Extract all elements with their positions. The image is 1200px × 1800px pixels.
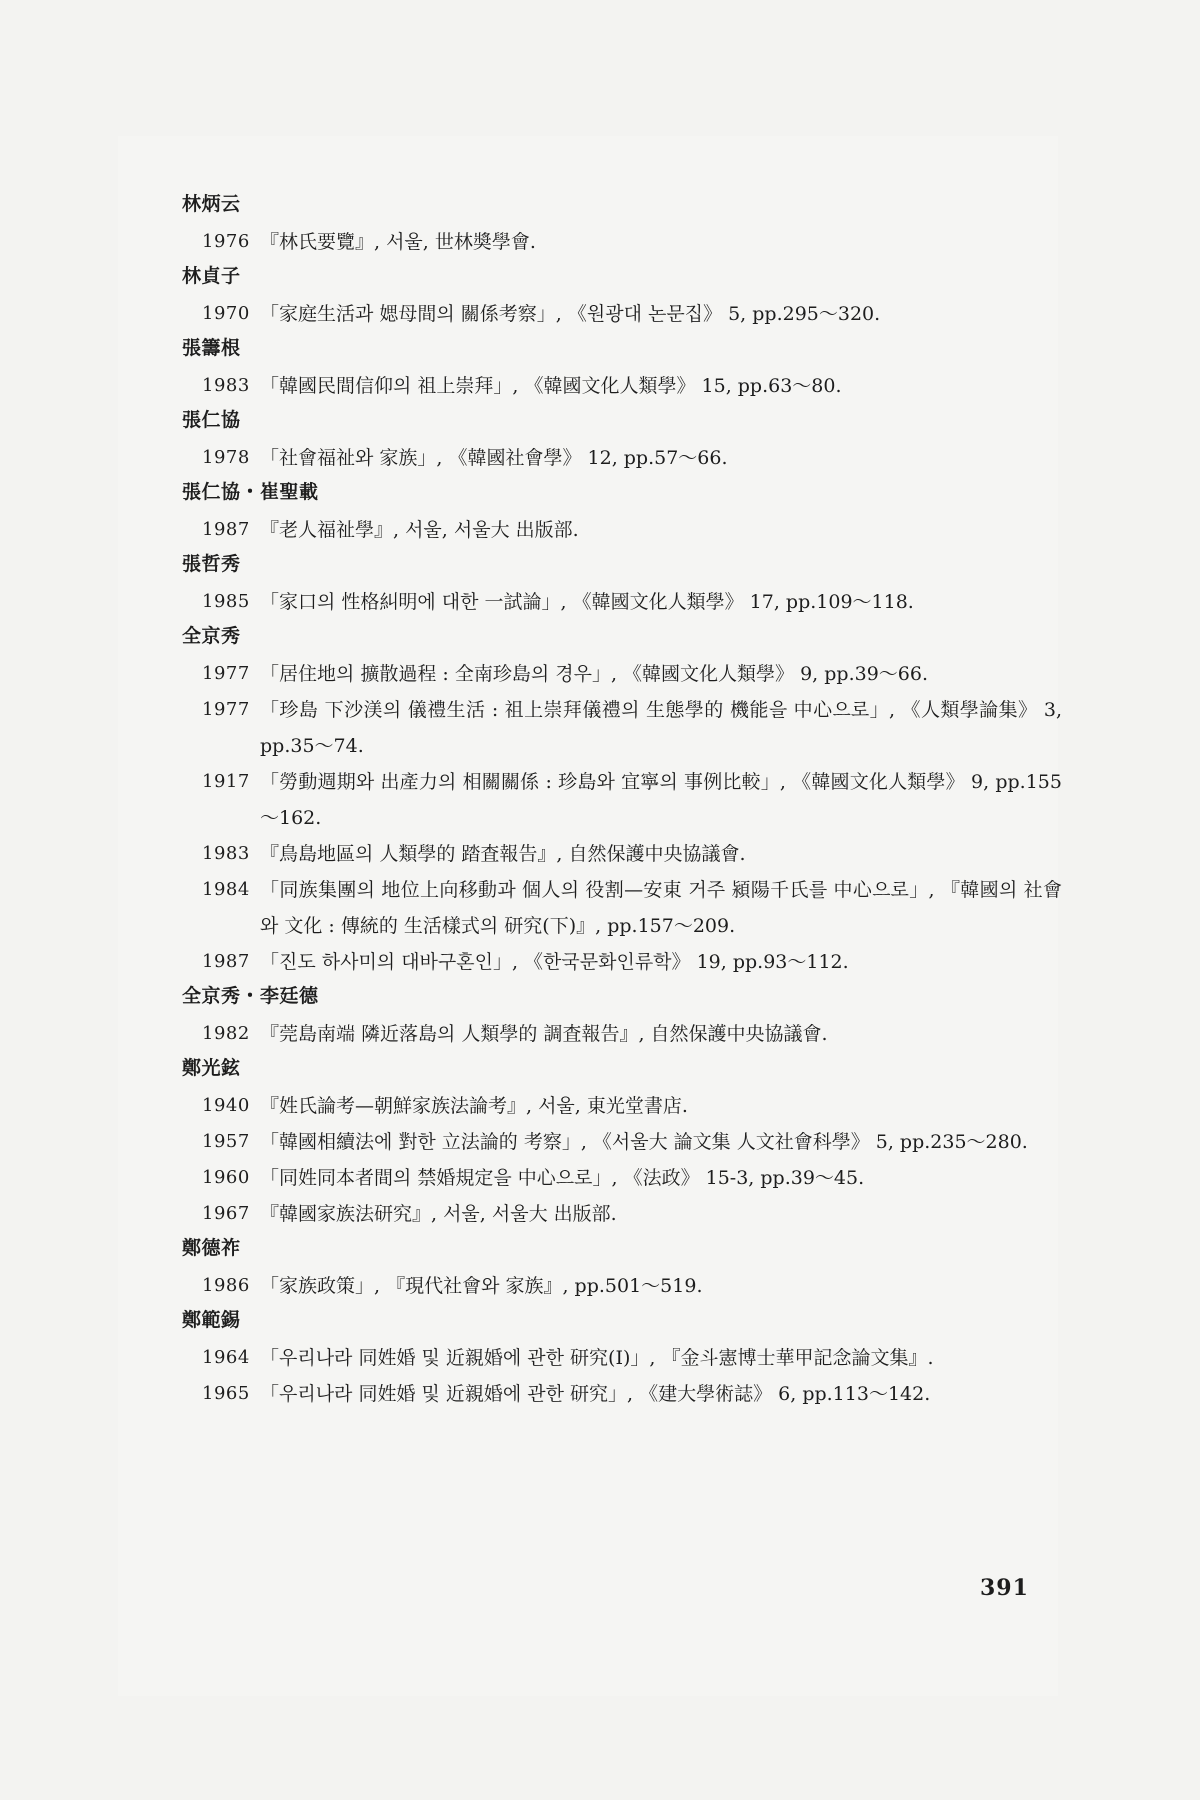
bibliography-entry — [182, 764, 1062, 836]
entry-year: 1917 — [202, 771, 250, 792]
entry-citation: 「珍島 下沙渼의 儀禮生活 : 祖上崇拜儀禮의 生態學的 機能을 中心으로」, 《人類學論集》 3, pp.35～74. — [260, 699, 1062, 757]
author-heading: 林炳云 — [182, 193, 241, 215]
entry-year: 1977 — [202, 663, 250, 684]
bibliography-entry — [182, 1340, 1062, 1376]
entry-citation: 「家族政策」, 『現代社會와 家族』, pp.501～519. — [260, 1275, 703, 1297]
entry-citation: 『老人福祉學』, 서울, 서울大 出版部. — [260, 519, 579, 541]
author-heading: 全京秀・李廷德 — [182, 985, 319, 1007]
entry-year: 1965 — [202, 1383, 250, 1404]
entry-year: 1983 — [202, 375, 250, 396]
bibliography-entry — [182, 656, 1062, 692]
bibliography-entry — [182, 224, 1062, 260]
entry-year: 1983 — [202, 843, 250, 864]
entry-citation: 「韓國相續法에 對한 立法論的 考察」, 《서울大 論文集 人文社會科學》 5, pp.235～280. — [260, 1131, 1028, 1153]
entry-citation: 「勞動週期와 出產力의 相關關係 : 珍島와 宜寧의 事例比較」, 《韓國文化人類學》 9, pp.155～162. — [260, 771, 1062, 829]
entry-citation: 「家口의 性格糾明에 대한 一試論」, 《韓國文化人類學》 17, pp.109～118. — [260, 591, 914, 613]
entry-citation: 「家庭生活과 媤母間의 關係考察」, 《원광대 논문집》 5, pp.295～320. — [260, 303, 881, 325]
entry-citation: 「居住地의 擴散過程 : 全南珍島의 경우」, 《韓國文化人類學》 9, pp.39～66. — [260, 663, 929, 685]
entry-year: 1964 — [202, 1347, 250, 1368]
entry-year: 1957 — [202, 1131, 250, 1152]
author-heading: 鄭範錫 — [182, 1309, 241, 1331]
entry-citation: 『韓國家族法研究』, 서울, 서울大 出版部. — [260, 1203, 617, 1225]
entry-year: 1977 — [202, 699, 250, 720]
author-heading: 張仁協 — [182, 409, 241, 431]
entry-citation: 「진도 하사미의 대바구혼인」, 《한국문화인류학》 19, pp.93～112. — [260, 951, 849, 973]
bibliography-entry — [182, 872, 1062, 944]
entry-year: 1984 — [202, 879, 250, 900]
bibliography-entry — [182, 1196, 1062, 1232]
bibliography-entry — [182, 836, 1062, 872]
bibliography-entry — [182, 368, 1062, 404]
entry-year: 1967 — [202, 1203, 250, 1224]
bibliography-list — [182, 188, 1062, 1412]
entry-year: 1985 — [202, 591, 250, 612]
author-heading: 鄭德祚 — [182, 1237, 241, 1259]
bibliography-entry — [182, 1376, 1062, 1412]
author-heading: 林貞子 — [182, 265, 241, 287]
bibliography-entry — [182, 944, 1062, 980]
entry-year: 1978 — [202, 447, 250, 468]
bibliography-entry — [182, 440, 1062, 476]
bibliography-entry — [182, 1124, 1062, 1160]
bibliography-entry — [182, 1016, 1062, 1052]
bibliography-entry — [182, 1088, 1062, 1124]
bibliography-entry — [182, 584, 1062, 620]
author-heading: 張哲秀 — [182, 553, 241, 575]
entry-year: 1976 — [202, 231, 250, 252]
entry-citation: 『鳥島地區의 人類學的 踏査報告』, 自然保護中央協議會. — [260, 843, 746, 865]
entry-year: 1982 — [202, 1023, 250, 1044]
entry-citation: 「同族集團의 地位上向移動과 個人의 役割—安東 거주 潁陽千氏를 中心으로」, 『韓國의 社會와 文化 : 傳統的 生活樣式의 研究(下)』, pp.157～209. — [260, 879, 1062, 937]
entry-citation: 『姓氏論考—朝鮮家族法論考』, 서울, 東光堂書店. — [260, 1095, 688, 1117]
entry-year: 1960 — [202, 1167, 250, 1188]
entry-citation: 「同姓同本者間의 禁婚規定을 中心으로」, 《法政》 15-3, pp.39～45. — [260, 1167, 865, 1189]
entry-citation: 『莞島南端 隣近落島의 人類學的 調査報告』, 自然保護中央協議會. — [260, 1023, 828, 1045]
author-heading: 全京秀 — [182, 625, 241, 647]
author-heading: 張籌根 — [182, 337, 241, 359]
bibliography-entry — [182, 512, 1062, 548]
entry-year: 1987 — [202, 519, 250, 540]
entry-citation: 「韓國民間信仰의 祖上崇拜」, 《韓國文化人類學》 15, pp.63～80. — [260, 375, 842, 397]
author-heading: 鄭光鉉 — [182, 1057, 241, 1079]
page-number: 391 — [980, 1575, 1029, 1601]
author-heading: 張仁協・崔聖載 — [182, 481, 319, 503]
bibliography-entry — [182, 1160, 1062, 1196]
bibliography-entry — [182, 1268, 1062, 1304]
bibliography-entry — [182, 296, 1062, 332]
entry-year: 1970 — [202, 303, 250, 324]
entry-citation: 『林氏要覽』, 서울, 世林奬學會. — [260, 231, 536, 253]
entry-citation: 「社會福祉와 家族」, 《韓國社會學》 12, pp.57～66. — [260, 447, 728, 469]
entry-citation: 「우리나라 同姓婚 및 近親婚에 관한 研究(Ⅰ)」, 『金斗憲博士華甲記念論文集』. — [260, 1347, 934, 1369]
entry-year: 1940 — [202, 1095, 250, 1116]
entry-year: 1986 — [202, 1275, 250, 1296]
bibliography-entry — [182, 692, 1062, 764]
entry-year: 1987 — [202, 951, 250, 972]
entry-citation: 「우리나라 同姓婚 및 近親婚에 관한 研究」, 《建大學術誌》 6, pp.113～142. — [260, 1383, 931, 1405]
